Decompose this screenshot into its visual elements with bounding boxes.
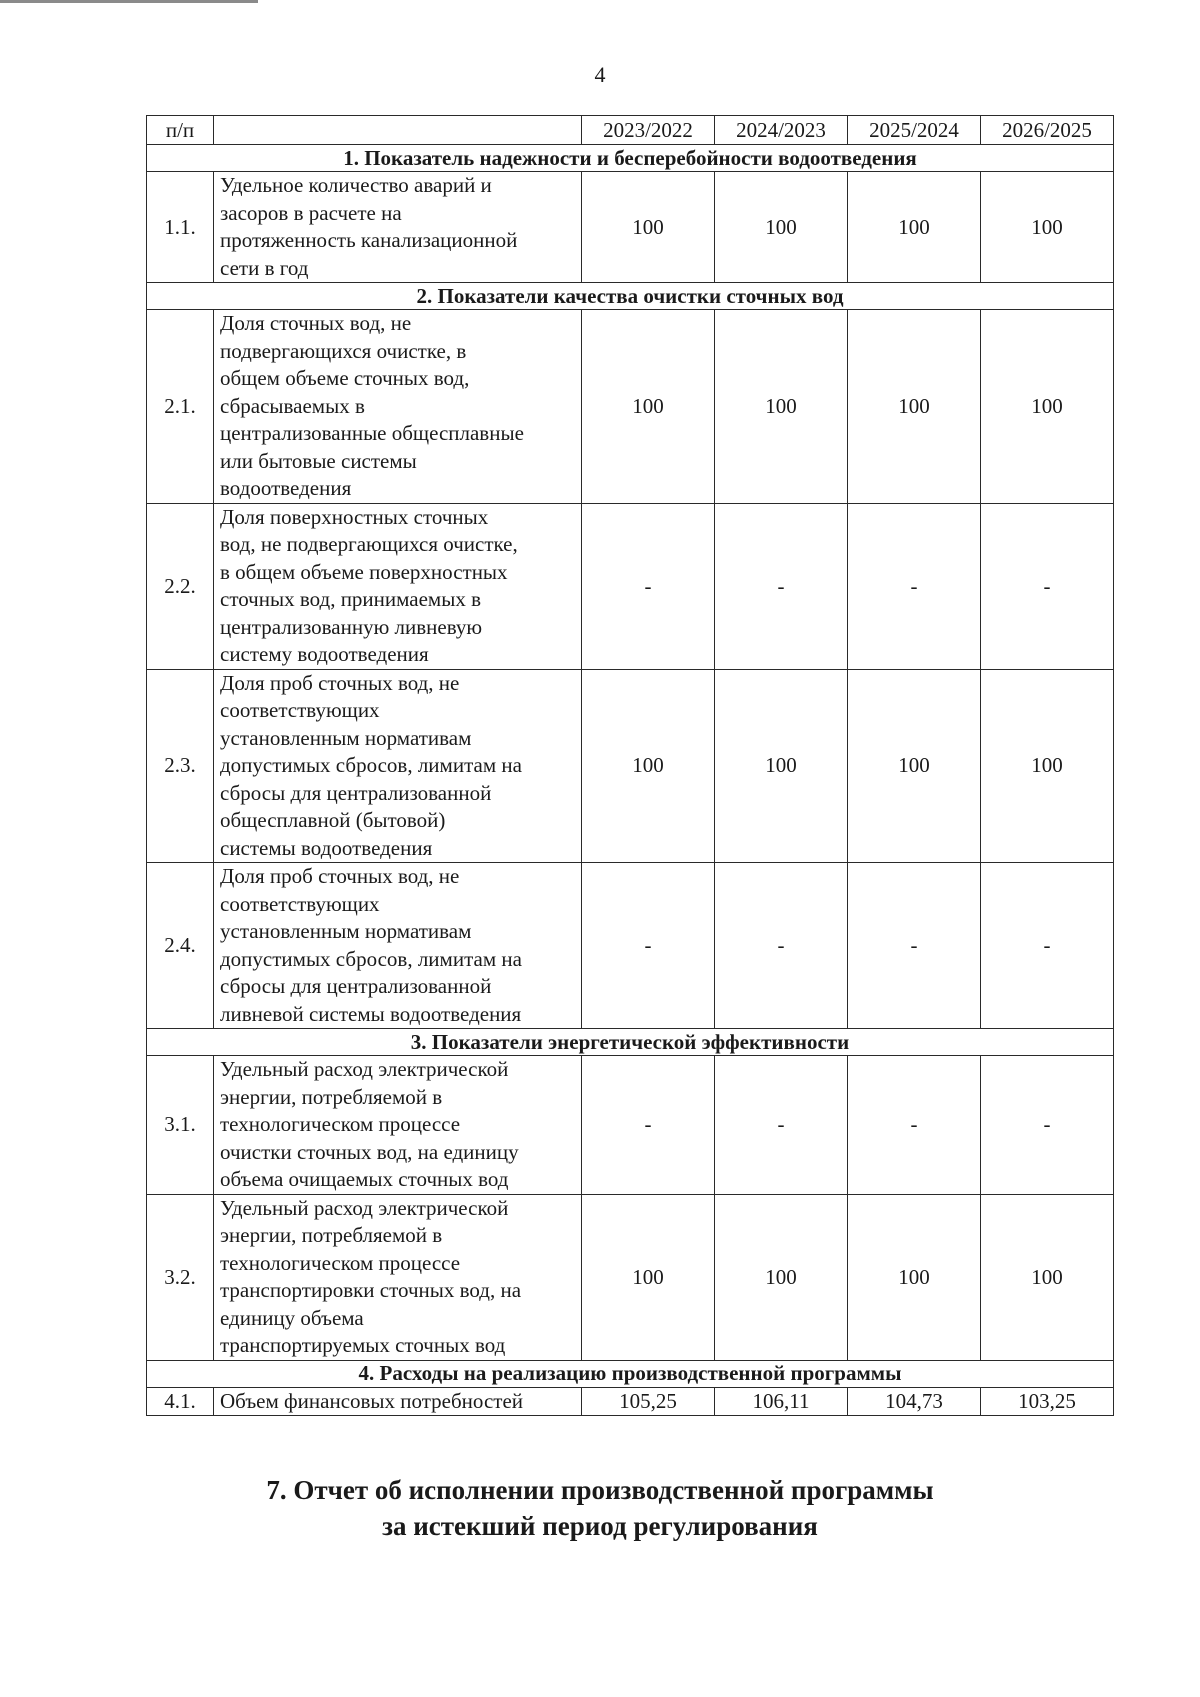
- section-row: [147, 1029, 1114, 1056]
- indicator-value: -: [582, 503, 715, 669]
- indicator-name-line: Доля проб сточных вод, не: [220, 670, 460, 695]
- indicator-value: 105,25: [582, 1387, 715, 1416]
- row-number: 3.2.: [147, 1194, 214, 1360]
- table-row: [147, 310, 1114, 504]
- indicator-name: [214, 1056, 582, 1195]
- section-heading-line-2: за истекший период регулирования: [382, 1511, 818, 1541]
- section-title: 4. Расходы на реализацию производственной программы: [147, 1360, 1114, 1387]
- indicator-name-line: общесплавной (бытовой): [220, 808, 446, 832]
- section-heading: [0, 1472, 1200, 1544]
- indicator-name-line: сбросы для централизованной: [220, 974, 492, 998]
- header-year: 2026/2025: [981, 116, 1114, 145]
- indicator-value: -: [715, 503, 848, 669]
- table-row: [147, 1387, 1114, 1416]
- indicator-value: 100: [848, 172, 981, 283]
- indicator-name-line: протяженность канализационной: [220, 228, 518, 252]
- table-row: [147, 669, 1114, 863]
- indicator-name-line: засоров в расчете на: [220, 200, 402, 225]
- section-row: [147, 283, 1114, 310]
- indicator-value: -: [848, 1056, 981, 1195]
- indicator-value: 100: [582, 172, 715, 283]
- indicator-name-line: Удельный расход электрической: [220, 1195, 509, 1220]
- indicator-name-line: установленным нормативам: [220, 919, 472, 943]
- table-row: [147, 503, 1114, 669]
- row-number: 3.1.: [147, 1056, 214, 1195]
- indicator-name-line: очистки сточных вод, на единицу: [220, 1139, 519, 1164]
- indicator-name-line: транспортируемых сточных вод: [220, 1333, 506, 1357]
- indicator-name-line: сети в год: [220, 255, 309, 280]
- indicator-name-line: сбросы для централизованной: [220, 780, 492, 805]
- indicator-name-line: или бытовые системы: [220, 448, 417, 473]
- indicator-value: -: [582, 863, 715, 1029]
- indicator-value: 100: [715, 669, 848, 863]
- section-title: 3. Показатели энергетической эффективности: [147, 1029, 1114, 1056]
- scan-top-rule: [0, 0, 258, 3]
- indicator-value: -: [582, 1056, 715, 1195]
- table-row: [147, 172, 1114, 283]
- indicator-name-line: соответствующих: [220, 891, 380, 916]
- indicator-value: 100: [981, 172, 1114, 283]
- indicator-value: -: [848, 503, 981, 669]
- indicator-value: 100: [848, 310, 981, 504]
- header-num: п/п: [147, 116, 214, 145]
- indicators-table-body: [147, 116, 1114, 1416]
- indicator-name: [214, 172, 582, 283]
- header-year: 2025/2024: [848, 116, 981, 145]
- indicator-value: 100: [715, 310, 848, 504]
- indicator-name-line: централизованную ливневую: [220, 614, 483, 639]
- indicator-value: -: [848, 863, 981, 1029]
- indicator-name-line: соответствующих: [220, 698, 380, 722]
- indicator-name-line: системы водоотведения: [220, 835, 433, 860]
- indicator-name-line: Доля сточных вод, не: [220, 311, 412, 335]
- indicator-name-line: энергии, потребляемой в: [220, 1084, 443, 1109]
- indicator-name-line: сточных вод, принимаемых в: [220, 587, 481, 611]
- row-number: 4.1.: [147, 1387, 214, 1416]
- indicator-name-line: подвергающихся очистке, в: [220, 338, 467, 363]
- indicator-name: [214, 1194, 582, 1360]
- indicator-value: 106,11: [715, 1387, 848, 1416]
- indicator-name-line: Объем финансовых потребностей: [220, 1388, 524, 1413]
- indicator-name: [214, 669, 582, 863]
- indicator-name-line: Удельный расход электрической: [220, 1057, 509, 1081]
- section-row: [147, 1360, 1114, 1387]
- header-name: [214, 116, 582, 145]
- indicator-name-line: технологическом процессе: [220, 1250, 461, 1275]
- indicators-table: [146, 115, 1114, 1416]
- table-row: [147, 863, 1114, 1029]
- indicator-value: -: [981, 503, 1114, 669]
- row-number: 2.2.: [147, 503, 214, 669]
- indicator-name-line: Доля поверхностных сточных: [220, 504, 489, 529]
- indicator-value: 100: [848, 1194, 981, 1360]
- section-title: 2. Показатели качества очистки сточных вод: [147, 283, 1114, 310]
- indicator-name-line: общем объеме сточных вод,: [220, 366, 470, 390]
- table-header-row: [147, 116, 1114, 145]
- indicator-value: 103,25: [981, 1387, 1114, 1416]
- indicator-name-line: технологическом процессе: [220, 1112, 461, 1136]
- indicator-value: 100: [582, 310, 715, 504]
- indicator-value: 100: [981, 310, 1114, 504]
- indicator-name-line: в общем объеме поверхностных: [220, 559, 508, 584]
- indicator-value: -: [981, 863, 1114, 1029]
- indicator-name-line: допустимых сбросов, лимитам на: [220, 946, 522, 971]
- indicator-name-line: централизованные общесплавные: [220, 421, 524, 445]
- section-row: [147, 145, 1114, 172]
- indicator-name: [214, 503, 582, 669]
- indicator-value: 100: [582, 669, 715, 863]
- indicator-value: -: [981, 1056, 1114, 1195]
- row-number: 2.3.: [147, 669, 214, 863]
- indicator-name-line: объема очищаемых сточных вод: [220, 1167, 509, 1191]
- section-heading-line-1: 7. Отчет об исполнении производственной программы: [266, 1475, 934, 1505]
- indicator-name-line: энергии, потребляемой в: [220, 1223, 443, 1247]
- header-year: 2024/2023: [715, 116, 848, 145]
- row-number: 1.1.: [147, 172, 214, 283]
- indicator-name: [214, 1387, 582, 1416]
- indicator-value: 100: [715, 1194, 848, 1360]
- header-year: 2023/2022: [582, 116, 715, 145]
- indicator-name: [214, 863, 582, 1029]
- indicator-name-line: Удельное количество аварий и: [220, 173, 492, 197]
- indicator-value: 100: [981, 669, 1114, 863]
- indicator-value: 100: [715, 172, 848, 283]
- section-title: 1. Показатель надежности и бесперебойности водоотведения: [147, 145, 1114, 172]
- indicator-name: [214, 310, 582, 504]
- indicator-name-line: систему водоотведения: [220, 642, 429, 666]
- indicator-value: 100: [582, 1194, 715, 1360]
- row-number: 2.1.: [147, 310, 214, 504]
- indicator-name-line: установленным нормативам: [220, 725, 472, 750]
- indicator-name-line: вод, не подвергающихся очистке,: [220, 532, 518, 556]
- row-number: 2.4.: [147, 863, 214, 1029]
- indicator-name-line: водоотведения: [220, 476, 352, 500]
- table-row: [147, 1194, 1114, 1360]
- indicator-value: -: [715, 863, 848, 1029]
- indicator-name-line: транспортировки сточных вод, на: [220, 1278, 522, 1302]
- indicator-value: 100: [848, 669, 981, 863]
- indicator-value: -: [715, 1056, 848, 1195]
- table-row: [147, 1056, 1114, 1195]
- indicator-value: 104,73: [848, 1387, 981, 1416]
- page-number: 4: [594, 62, 606, 87]
- indicator-name-line: Доля проб сточных вод, не: [220, 864, 460, 888]
- indicator-name-line: единицу объема: [220, 1305, 364, 1330]
- indicator-name-line: сбрасываемых в: [220, 393, 365, 418]
- indicator-value: 100: [981, 1194, 1114, 1360]
- indicator-name-line: ливневой системы водоотведения: [220, 1001, 522, 1026]
- indicator-name-line: допустимых сбросов, лимитам на: [220, 753, 522, 777]
